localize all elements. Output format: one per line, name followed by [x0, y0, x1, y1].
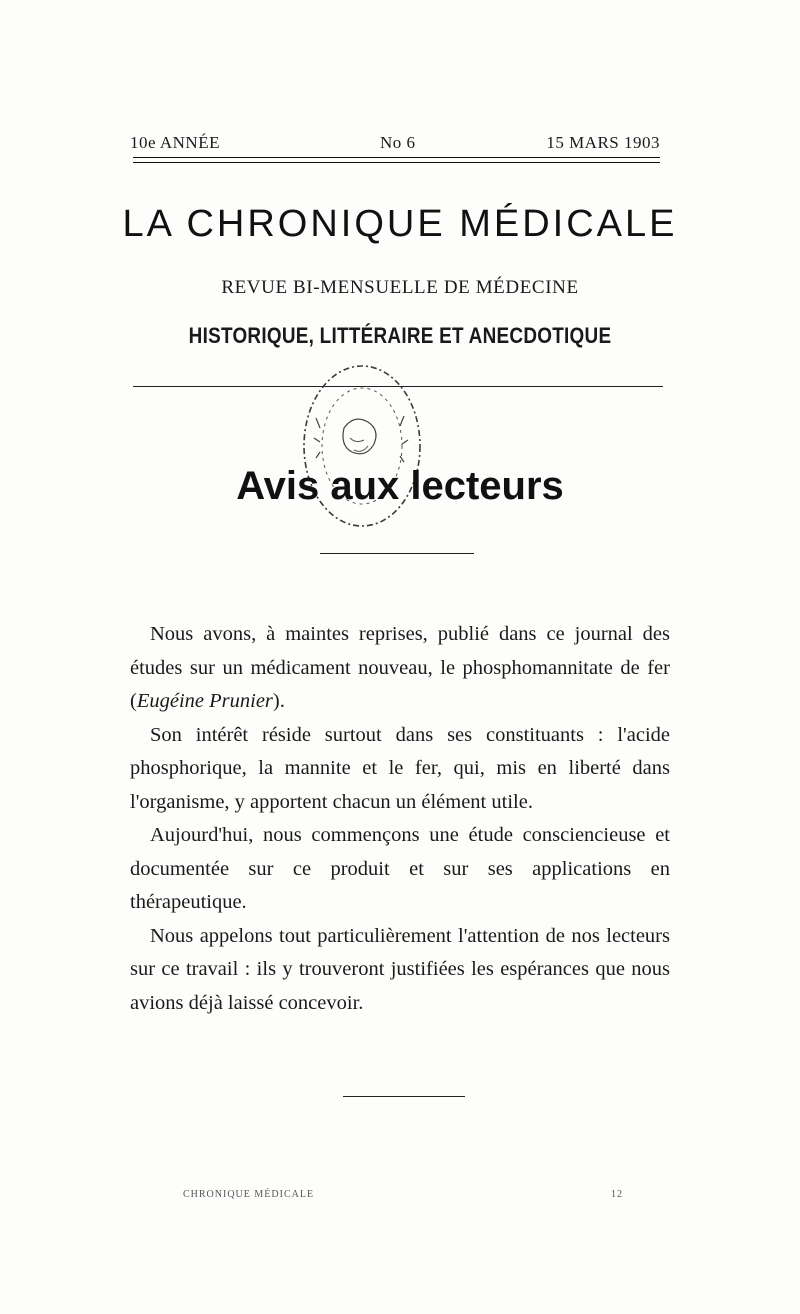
footer-running-title: CHRONIQUE MÉDICALE: [183, 1189, 315, 1200]
page-number: 12: [611, 1189, 623, 1200]
paragraph-3: Aujourd'hui, nous commençons une étude consciencieuse et documentée sur ce produit et sur ses applications en thérapeutique.: [130, 824, 670, 913]
article-title-rule: [320, 553, 474, 554]
paragraph-1: [130, 618, 670, 719]
issue-header: [130, 133, 660, 153]
article-title: Avis aux lecteurs: [236, 464, 564, 508]
paragraph-1-end: ).: [272, 690, 285, 712]
journal-subtitle-line1: REVUE BI-MENSUELLE DE MÉDECINE: [221, 277, 579, 298]
issue-date: 15 MARS 1903: [546, 133, 660, 152]
closing-rule: [343, 1096, 465, 1097]
issue-number: No 6: [380, 133, 416, 152]
paragraph-1-product-name: Eugéine Prunier: [136, 690, 273, 712]
paragraph-4: Nous appelons tout particulièrement l'attention de nos lecteurs sur ce travail : ils y trouveront justifiées les espérances que nous avions déjà laissé concevoir.: [130, 924, 670, 1014]
header-double-rule: [133, 157, 660, 163]
page-footer: [183, 1189, 623, 1200]
volume-year: 10e ANNÉE: [130, 133, 220, 152]
paragraph-1-text: Nous avons, à maintes reprises, publié dans ce journal des études sur un médicament nouveau, le phosphomannitate de fer (: [130, 623, 670, 712]
article-body: [130, 618, 670, 1020]
journal-subtitle-line2: HISTORIQUE, LITTÉRAIRE ET ANECDOTIQUE: [188, 323, 612, 348]
journal-title: LA CHRONIQUE MÉDICALE: [122, 203, 678, 245]
paragraph-2: Son intérêt réside surtout dans ses constituants : l'acide phosphorique, la mannite et le fer, qui, mis en liberté dans l'organisme, y apportent chacun un élément utile.: [130, 723, 670, 813]
